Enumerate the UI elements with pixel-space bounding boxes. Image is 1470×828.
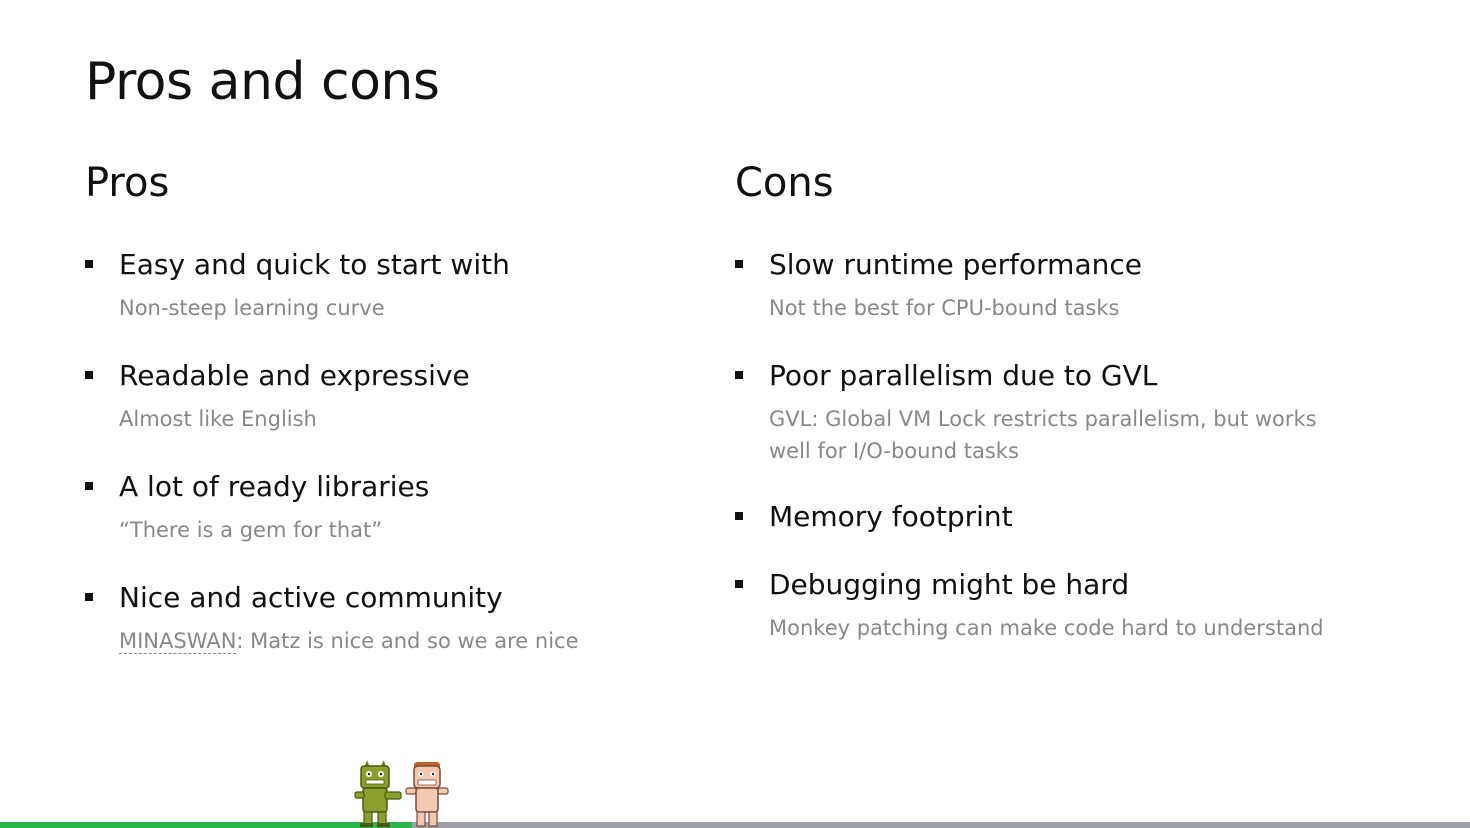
list-item: [735, 357, 1355, 498]
bullet-icon: [735, 260, 743, 268]
item-note: Not the best for CPU-bound tasks: [769, 296, 1120, 320]
bullet-icon: [735, 371, 743, 379]
bullet-icon: [85, 593, 93, 601]
list-item: [85, 579, 685, 690]
item-note: Non-steep learning curve: [119, 296, 385, 320]
item-title: Nice and active community: [119, 581, 503, 614]
pros-column: [85, 158, 685, 690]
bullet-icon: [735, 512, 743, 520]
list-item: [735, 498, 1355, 566]
list-item: [735, 246, 1355, 357]
bullet-icon: [735, 580, 743, 588]
item-note: “There is a gem for that”: [119, 518, 383, 542]
item-title: Debugging might be hard: [769, 568, 1130, 601]
green-monster-icon: [355, 760, 401, 827]
slide-title: Pros and cons: [85, 52, 440, 112]
cons-heading: Cons: [735, 160, 834, 206]
bullet-icon: [85, 371, 93, 379]
item-note: [119, 625, 685, 657]
item-title: Readable and expressive: [119, 359, 470, 392]
bullet-icon: [85, 482, 93, 490]
cons-column: [735, 158, 1355, 686]
progress-bar: [0, 822, 1470, 828]
progress-fill: [0, 822, 412, 828]
pros-heading: Pros: [85, 160, 170, 206]
item-note: GVL: Global VM Lock restricts parallelism, but works well for I/O-bound tasks: [769, 407, 1317, 463]
item-title: Easy and quick to start with: [119, 248, 510, 281]
list-item: [735, 566, 1355, 686]
mascots: [354, 760, 454, 828]
item-title: A lot of ready libraries: [119, 470, 430, 503]
list-item: [85, 246, 685, 357]
item-title: Slow runtime performance: [769, 248, 1142, 281]
pink-monster-icon: [406, 762, 448, 826]
item-title: Memory footprint: [769, 500, 1013, 533]
list-item: [85, 468, 685, 579]
minaswan-abbreviation[interactable]: MINASWAN: [119, 629, 237, 653]
pros-list: [85, 246, 685, 690]
item-note-text: : Matz is nice and so we are nice: [236, 629, 579, 653]
item-title: Poor parallelism due to GVL: [769, 359, 1158, 392]
list-item: [85, 357, 685, 468]
cons-list: [735, 246, 1355, 686]
bullet-icon: [85, 260, 93, 268]
item-note: Monkey patching can make code hard to understand: [769, 616, 1324, 640]
item-note: Almost like English: [119, 407, 317, 431]
